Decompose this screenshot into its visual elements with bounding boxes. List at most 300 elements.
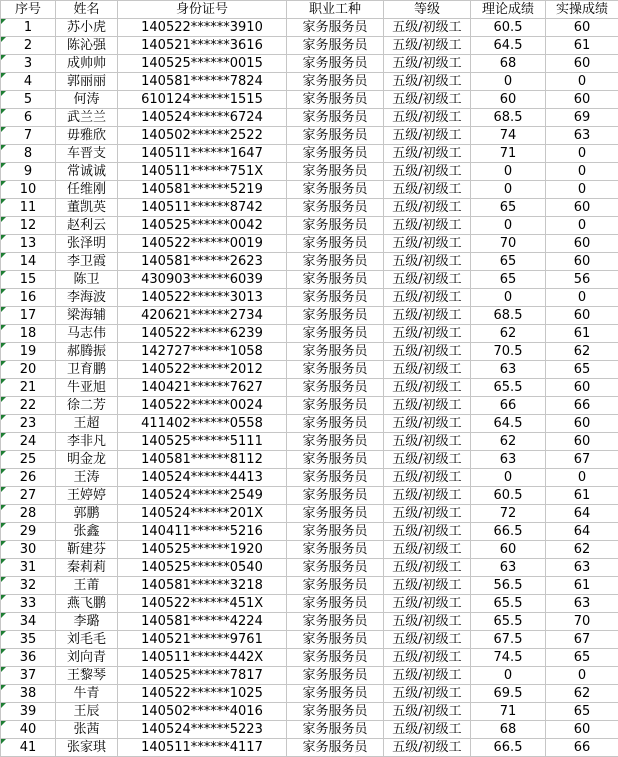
cell-id[interactable]: 140521******3616 <box>118 37 287 55</box>
cell-practical[interactable]: 0 <box>546 289 618 307</box>
cell-theory[interactable]: 69.5 <box>471 685 546 703</box>
cell-occupation[interactable]: 家务服务员 <box>287 613 384 631</box>
error-indicator-triangle <box>1 73 6 78</box>
cell-name[interactable]: 任维刚 <box>56 181 118 199</box>
cell-theory[interactable]: 67.5 <box>471 631 546 649</box>
cell-level[interactable]: 五级/初级工 <box>384 73 471 91</box>
cell-index[interactable]: 38 <box>1 685 56 703</box>
cell-occupation[interactable]: 家务服务员 <box>287 37 384 55</box>
cell-name[interactable]: 车晋支 <box>56 145 118 163</box>
cell-theory[interactable]: 63 <box>471 451 546 469</box>
cell-practical[interactable]: 60 <box>546 415 618 433</box>
cell-theory[interactable]: 60 <box>471 541 546 559</box>
cell-id[interactable]: 140525******5111 <box>118 433 287 451</box>
cell-practical[interactable]: 65 <box>546 703 618 721</box>
cell-name[interactable]: 刘毛毛 <box>56 631 118 649</box>
cell-occupation[interactable]: 家务服务员 <box>287 487 384 505</box>
cell-name[interactable]: 张家琪 <box>56 739 118 757</box>
cell-id[interactable]: 140522******0024 <box>118 397 287 415</box>
cell-occupation[interactable]: 家务服务员 <box>287 415 384 433</box>
cell-level[interactable]: 五级/初级工 <box>384 343 471 361</box>
cell-practical[interactable]: 61 <box>546 487 618 505</box>
cell-occupation[interactable]: 家务服务员 <box>287 289 384 307</box>
cell-theory[interactable]: 71 <box>471 145 546 163</box>
cell-level[interactable]: 五级/初级工 <box>384 685 471 703</box>
cell-theory[interactable]: 65 <box>471 199 546 217</box>
cell-level[interactable]: 五级/初级工 <box>384 505 471 523</box>
cell-practical[interactable]: 0 <box>546 217 618 235</box>
cell-level[interactable]: 五级/初级工 <box>384 19 471 37</box>
cell-theory[interactable]: 56.5 <box>471 577 546 595</box>
cell-index[interactable]: 32 <box>1 577 56 595</box>
cell-theory[interactable]: 60.5 <box>471 487 546 505</box>
cell-level[interactable]: 五级/初级工 <box>384 181 471 199</box>
cell-name[interactable]: 牛青 <box>56 685 118 703</box>
cell-name[interactable]: 王涛 <box>56 469 118 487</box>
cell-theory[interactable]: 65.5 <box>471 595 546 613</box>
cell-practical[interactable]: 66 <box>546 739 618 757</box>
cell-index[interactable]: 17 <box>1 307 56 325</box>
cell-practical[interactable]: 69 <box>546 109 618 127</box>
cell-occupation[interactable]: 家务服务员 <box>287 217 384 235</box>
cell-name[interactable]: 王婷婷 <box>56 487 118 505</box>
cell-practical[interactable]: 60 <box>546 55 618 73</box>
error-indicator-triangle <box>1 433 6 438</box>
cell-name[interactable]: 郭鹏 <box>56 505 118 523</box>
cell-level[interactable]: 五级/初级工 <box>384 163 471 181</box>
cell-occupation[interactable]: 家务服务员 <box>287 649 384 667</box>
cell-theory[interactable]: 64.5 <box>471 415 546 433</box>
cell-theory[interactable]: 0 <box>471 73 546 91</box>
table-row <box>1 199 618 217</box>
cell-level[interactable]: 五级/初级工 <box>384 127 471 145</box>
cell-practical[interactable]: 67 <box>546 451 618 469</box>
cell-occupation[interactable]: 家务服务员 <box>287 667 384 685</box>
cell-occupation[interactable]: 家务服务员 <box>287 451 384 469</box>
cell-occupation[interactable]: 家务服务员 <box>287 109 384 127</box>
cell-practical[interactable]: 60 <box>546 91 618 109</box>
cell-practical[interactable]: 60 <box>546 199 618 217</box>
cell-level[interactable]: 五级/初级工 <box>384 559 471 577</box>
cell-index[interactable]: 18 <box>1 325 56 343</box>
cell-practical[interactable]: 60 <box>546 253 618 271</box>
cell-theory[interactable]: 64.5 <box>471 37 546 55</box>
cell-theory[interactable]: 0 <box>471 163 546 181</box>
cell-level[interactable]: 五级/初级工 <box>384 109 471 127</box>
cell-name[interactable]: 李卫霞 <box>56 253 118 271</box>
cell-id[interactable]: 140522******1025 <box>118 685 287 703</box>
cell-index[interactable]: 34 <box>1 613 56 631</box>
cell-level[interactable]: 五级/初级工 <box>384 649 471 667</box>
cell-id[interactable]: 140522******451X <box>118 595 287 613</box>
cell-index[interactable]: 21 <box>1 379 56 397</box>
cell-name[interactable]: 李璐 <box>56 613 118 631</box>
cell-occupation[interactable]: 家务服务员 <box>287 379 384 397</box>
cell-index[interactable]: 10 <box>1 181 56 199</box>
cell-id[interactable]: 140525******0015 <box>118 55 287 73</box>
cell-index[interactable]: 33 <box>1 595 56 613</box>
cell-theory[interactable]: 74.5 <box>471 649 546 667</box>
cell-id[interactable]: 140524******201X <box>118 505 287 523</box>
cell-level[interactable]: 五级/初级工 <box>384 487 471 505</box>
cell-practical[interactable]: 64 <box>546 523 618 541</box>
cell-index[interactable]: 8 <box>1 145 56 163</box>
cell-practical[interactable]: 0 <box>546 145 618 163</box>
cell-level[interactable]: 五级/初级工 <box>384 325 471 343</box>
cell-theory[interactable]: 0 <box>471 181 546 199</box>
cell-practical[interactable]: 0 <box>546 181 618 199</box>
cell-theory[interactable]: 70 <box>471 235 546 253</box>
cell-index[interactable]: 40 <box>1 721 56 739</box>
cell-theory[interactable]: 62 <box>471 433 546 451</box>
cell-index[interactable]: 31 <box>1 559 56 577</box>
cell-theory[interactable]: 68.5 <box>471 307 546 325</box>
cell-index[interactable]: 3 <box>1 55 56 73</box>
cell-id[interactable]: 140525******7817 <box>118 667 287 685</box>
cell-practical[interactable]: 60 <box>546 235 618 253</box>
cell-practical[interactable]: 0 <box>546 73 618 91</box>
cell-practical[interactable]: 64 <box>546 505 618 523</box>
cell-theory[interactable]: 65 <box>471 271 546 289</box>
cell-id[interactable]: 140522******0019 <box>118 235 287 253</box>
cell-practical[interactable]: 65 <box>546 649 618 667</box>
cell-name[interactable]: 刘向青 <box>56 649 118 667</box>
column-header-level[interactable]: 等级 <box>384 1 471 19</box>
cell-level[interactable]: 五级/初级工 <box>384 415 471 433</box>
cell-index[interactable]: 26 <box>1 469 56 487</box>
cell-level[interactable]: 五级/初级工 <box>384 379 471 397</box>
cell-practical[interactable]: 63 <box>546 127 618 145</box>
cell-practical[interactable]: 61 <box>546 325 618 343</box>
cell-index[interactable]: 6 <box>1 109 56 127</box>
cell-practical[interactable]: 56 <box>546 271 618 289</box>
cell-id[interactable]: 140521******9761 <box>118 631 287 649</box>
cell-theory[interactable]: 0 <box>471 667 546 685</box>
cell-id[interactable]: 140511******8742 <box>118 199 287 217</box>
cell-index[interactable]: 20 <box>1 361 56 379</box>
cell-level[interactable]: 五级/初级工 <box>384 307 471 325</box>
cell-practical[interactable]: 0 <box>546 469 618 487</box>
cell-index[interactable]: 39 <box>1 703 56 721</box>
cell-name[interactable]: 王辰 <box>56 703 118 721</box>
cell-id[interactable]: 140525******1920 <box>118 541 287 559</box>
cell-index[interactable]: 12 <box>1 217 56 235</box>
cell-index[interactable]: 16 <box>1 289 56 307</box>
cell-theory[interactable]: 0 <box>471 289 546 307</box>
cell-occupation[interactable]: 家务服务员 <box>287 361 384 379</box>
cell-name[interactable]: 张茜 <box>56 721 118 739</box>
cell-level[interactable]: 五级/初级工 <box>384 199 471 217</box>
cell-name[interactable]: 张泽明 <box>56 235 118 253</box>
cell-theory[interactable]: 65.5 <box>471 379 546 397</box>
cell-name[interactable]: 靳建芬 <box>56 541 118 559</box>
cell-id[interactable]: 420621******2734 <box>118 307 287 325</box>
cell-level[interactable]: 五级/初级工 <box>384 55 471 73</box>
cell-occupation[interactable]: 家务服务员 <box>287 19 384 37</box>
cell-theory[interactable]: 63 <box>471 559 546 577</box>
cell-practical[interactable]: 61 <box>546 37 618 55</box>
cell-name[interactable]: 常诚诚 <box>56 163 118 181</box>
cell-name[interactable]: 明金龙 <box>56 451 118 469</box>
cell-theory[interactable]: 0 <box>471 217 546 235</box>
cell-id[interactable]: 430903******6039 <box>118 271 287 289</box>
cell-name[interactable]: 毋雅欣 <box>56 127 118 145</box>
cell-level[interactable]: 五级/初级工 <box>384 541 471 559</box>
cell-level[interactable]: 五级/初级工 <box>384 631 471 649</box>
cell-occupation[interactable]: 家务服务员 <box>287 181 384 199</box>
cell-id[interactable]: 140502******4016 <box>118 703 287 721</box>
cell-occupation[interactable]: 家务服务员 <box>287 55 384 73</box>
cell-id[interactable]: 140581******4224 <box>118 613 287 631</box>
cell-occupation[interactable]: 家务服务员 <box>287 433 384 451</box>
cell-level[interactable]: 五级/初级工 <box>384 145 471 163</box>
cell-id[interactable]: 142727******1058 <box>118 343 287 361</box>
cell-practical[interactable]: 62 <box>546 541 618 559</box>
cell-name[interactable]: 苏小虎 <box>56 19 118 37</box>
cell-level[interactable]: 五级/初级工 <box>384 361 471 379</box>
cell-index[interactable]: 14 <box>1 253 56 271</box>
cell-name[interactable]: 燕飞鹏 <box>56 595 118 613</box>
cell-level[interactable]: 五级/初级工 <box>384 451 471 469</box>
cell-occupation[interactable]: 家务服务员 <box>287 325 384 343</box>
cell-id[interactable]: 140581******7824 <box>118 73 287 91</box>
cell-occupation[interactable]: 家务服务员 <box>287 541 384 559</box>
cell-practical[interactable]: 60 <box>546 19 618 37</box>
table-row <box>1 307 618 325</box>
cell-theory[interactable]: 60 <box>471 91 546 109</box>
cell-id[interactable]: 140581******2623 <box>118 253 287 271</box>
cell-level[interactable]: 五级/初级工 <box>384 469 471 487</box>
cell-index[interactable]: 24 <box>1 433 56 451</box>
cell-level[interactable]: 五级/初级工 <box>384 397 471 415</box>
cell-occupation[interactable]: 家务服务员 <box>287 577 384 595</box>
cell-occupation[interactable]: 家务服务员 <box>287 703 384 721</box>
cell-level[interactable]: 五级/初级工 <box>384 613 471 631</box>
cell-occupation[interactable]: 家务服务员 <box>287 469 384 487</box>
cell-id[interactable]: 140525******0042 <box>118 217 287 235</box>
cell-name[interactable]: 梁海辅 <box>56 307 118 325</box>
cell-occupation[interactable]: 家务服务员 <box>287 91 384 109</box>
cell-level[interactable]: 五级/初级工 <box>384 235 471 253</box>
cell-theory[interactable]: 63 <box>471 361 546 379</box>
cell-index[interactable]: 5 <box>1 91 56 109</box>
cell-theory[interactable]: 68 <box>471 55 546 73</box>
cell-occupation[interactable]: 家务服务员 <box>287 595 384 613</box>
cell-theory[interactable]: 68.5 <box>471 109 546 127</box>
cell-occupation[interactable]: 家务服务员 <box>287 271 384 289</box>
cell-name[interactable]: 王超 <box>56 415 118 433</box>
cell-id[interactable]: 140524******5223 <box>118 721 287 739</box>
cell-index[interactable]: 35 <box>1 631 56 649</box>
column-header-name[interactable]: 姓名 <box>56 1 118 19</box>
cell-name[interactable]: 王黎琴 <box>56 667 118 685</box>
column-header-practical[interactable]: 实操成绩 <box>546 1 618 19</box>
cell-index[interactable]: 11 <box>1 199 56 217</box>
cell-name[interactable]: 牛亚旭 <box>56 379 118 397</box>
cell-occupation[interactable]: 家务服务员 <box>287 397 384 415</box>
cell-id[interactable]: 140502******2522 <box>118 127 287 145</box>
cell-practical[interactable]: 63 <box>546 559 618 577</box>
cell-level[interactable]: 五级/初级工 <box>384 271 471 289</box>
column-header-occupation[interactable]: 职业工种 <box>287 1 384 19</box>
cell-id[interactable]: 140524******2549 <box>118 487 287 505</box>
cell-name[interactable]: 赵利云 <box>56 217 118 235</box>
cell-id[interactable]: 140411******5216 <box>118 523 287 541</box>
cell-level[interactable]: 五级/初级工 <box>384 595 471 613</box>
error-indicator-triangle <box>1 559 6 564</box>
cell-id[interactable]: 140524******6724 <box>118 109 287 127</box>
cell-level[interactable]: 五级/初级工 <box>384 37 471 55</box>
cell-practical[interactable]: 62 <box>546 343 618 361</box>
cell-occupation[interactable]: 家务服务员 <box>287 559 384 577</box>
cell-theory[interactable]: 74 <box>471 127 546 145</box>
cell-theory[interactable]: 0 <box>471 469 546 487</box>
cell-theory[interactable]: 66.5 <box>471 523 546 541</box>
cell-practical[interactable]: 65 <box>546 361 618 379</box>
cell-index[interactable]: 41 <box>1 739 56 757</box>
cell-name[interactable]: 郭丽丽 <box>56 73 118 91</box>
cell-occupation[interactable]: 家务服务员 <box>287 73 384 91</box>
cell-id[interactable]: 610124******1515 <box>118 91 287 109</box>
cell-name[interactable]: 成帅帅 <box>56 55 118 73</box>
cell-name[interactable]: 王莆 <box>56 577 118 595</box>
cell-id[interactable]: 140522******3910 <box>118 19 287 37</box>
column-header-index[interactable]: 序号 <box>1 1 56 19</box>
cell-level[interactable]: 五级/初级工 <box>384 667 471 685</box>
cell-theory[interactable]: 66.5 <box>471 739 546 757</box>
cell-theory[interactable]: 62 <box>471 325 546 343</box>
cell-theory[interactable]: 65 <box>471 253 546 271</box>
cell-practical[interactable]: 0 <box>546 667 618 685</box>
cell-id[interactable]: 140581******3218 <box>118 577 287 595</box>
cell-level[interactable]: 五级/初级工 <box>384 253 471 271</box>
cell-id[interactable]: 140511******442X <box>118 649 287 667</box>
cell-practical[interactable]: 67 <box>546 631 618 649</box>
cell-id[interactable]: 140522******3013 <box>118 289 287 307</box>
cell-name[interactable]: 陈卫 <box>56 271 118 289</box>
cell-level[interactable]: 五级/初级工 <box>384 433 471 451</box>
cell-theory[interactable]: 66 <box>471 397 546 415</box>
cell-name[interactable]: 何涛 <box>56 91 118 109</box>
cell-name[interactable]: 李海波 <box>56 289 118 307</box>
cell-practical[interactable]: 0 <box>546 163 618 181</box>
cell-id[interactable]: 140581******5219 <box>118 181 287 199</box>
cell-occupation[interactable]: 家务服务员 <box>287 145 384 163</box>
cell-index[interactable]: 23 <box>1 415 56 433</box>
cell-id[interactable]: 140511******751X <box>118 163 287 181</box>
cell-name[interactable]: 李非凡 <box>56 433 118 451</box>
cell-theory[interactable]: 65.5 <box>471 613 546 631</box>
cell-name[interactable]: 武兰兰 <box>56 109 118 127</box>
cell-occupation[interactable]: 家务服务员 <box>287 739 384 757</box>
cell-name[interactable]: 徐二芳 <box>56 397 118 415</box>
cell-theory[interactable]: 68 <box>471 721 546 739</box>
cell-practical[interactable]: 60 <box>546 379 618 397</box>
cell-occupation[interactable]: 家务服务员 <box>287 631 384 649</box>
cell-occupation[interactable]: 家务服务员 <box>287 127 384 145</box>
cell-name[interactable]: 张鑫 <box>56 523 118 541</box>
cell-occupation[interactable]: 家务服务员 <box>287 163 384 181</box>
cell-occupation[interactable]: 家务服务员 <box>287 307 384 325</box>
cell-name[interactable]: 秦莉莉 <box>56 559 118 577</box>
cell-occupation[interactable]: 家务服务员 <box>287 235 384 253</box>
cell-practical[interactable]: 60 <box>546 307 618 325</box>
cell-name[interactable]: 郝腾振 <box>56 343 118 361</box>
cell-occupation[interactable]: 家务服务员 <box>287 253 384 271</box>
cell-theory[interactable]: 71 <box>471 703 546 721</box>
cell-index[interactable]: 13 <box>1 235 56 253</box>
table-row <box>1 469 618 487</box>
cell-occupation[interactable]: 家务服务员 <box>287 685 384 703</box>
cell-id[interactable]: 140511******1647 <box>118 145 287 163</box>
cell-practical[interactable]: 61 <box>546 577 618 595</box>
cell-index[interactable]: 1 <box>1 19 56 37</box>
cell-name[interactable]: 卫育鹏 <box>56 361 118 379</box>
cell-index[interactable]: 15 <box>1 271 56 289</box>
cell-index[interactable]: 30 <box>1 541 56 559</box>
cell-index[interactable]: 36 <box>1 649 56 667</box>
cell-occupation[interactable]: 家务服务员 <box>287 199 384 217</box>
column-header-id[interactable]: 身份证号 <box>118 1 287 19</box>
cell-occupation[interactable]: 家务服务员 <box>287 523 384 541</box>
cell-occupation[interactable]: 家务服务员 <box>287 505 384 523</box>
cell-index[interactable]: 27 <box>1 487 56 505</box>
cell-occupation[interactable]: 家务服务员 <box>287 721 384 739</box>
cell-level[interactable]: 五级/初级工 <box>384 721 471 739</box>
cell-theory[interactable]: 60.5 <box>471 19 546 37</box>
cell-level[interactable]: 五级/初级工 <box>384 523 471 541</box>
cell-id[interactable]: 140511******4117 <box>118 739 287 757</box>
cell-practical[interactable]: 70 <box>546 613 618 631</box>
cell-id[interactable]: 140525******0540 <box>118 559 287 577</box>
cell-theory[interactable]: 72 <box>471 505 546 523</box>
cell-id[interactable]: 411402******0558 <box>118 415 287 433</box>
cell-index[interactable]: 22 <box>1 397 56 415</box>
cell-name[interactable]: 陈沁强 <box>56 37 118 55</box>
cell-level[interactable]: 五级/初级工 <box>384 739 471 757</box>
cell-id[interactable]: 140524******4413 <box>118 469 287 487</box>
cell-level[interactable]: 五级/初级工 <box>384 289 471 307</box>
cell-index[interactable]: 19 <box>1 343 56 361</box>
cell-practical[interactable]: 60 <box>546 433 618 451</box>
cell-id[interactable]: 140522******6239 <box>118 325 287 343</box>
cell-theory[interactable]: 70.5 <box>471 343 546 361</box>
cell-index[interactable]: 4 <box>1 73 56 91</box>
cell-index[interactable]: 7 <box>1 127 56 145</box>
cell-practical[interactable]: 66 <box>546 397 618 415</box>
cell-level[interactable]: 五级/初级工 <box>384 91 471 109</box>
cell-id[interactable]: 140581******8112 <box>118 451 287 469</box>
cell-level[interactable]: 五级/初级工 <box>384 703 471 721</box>
cell-index[interactable]: 37 <box>1 667 56 685</box>
cell-index[interactable]: 25 <box>1 451 56 469</box>
cell-index[interactable]: 9 <box>1 163 56 181</box>
cell-name[interactable]: 马志伟 <box>56 325 118 343</box>
cell-index[interactable]: 28 <box>1 505 56 523</box>
cell-practical[interactable]: 60 <box>546 721 618 739</box>
column-header-theory[interactable]: 理论成绩 <box>471 1 546 19</box>
cell-level[interactable]: 五级/初级工 <box>384 577 471 595</box>
cell-id[interactable]: 140421******7627 <box>118 379 287 397</box>
cell-index[interactable]: 2 <box>1 37 56 55</box>
cell-id[interactable]: 140522******2012 <box>118 361 287 379</box>
cell-practical[interactable]: 63 <box>546 595 618 613</box>
cell-name[interactable]: 董凯英 <box>56 199 118 217</box>
cell-occupation[interactable]: 家务服务员 <box>287 343 384 361</box>
cell-index[interactable]: 29 <box>1 523 56 541</box>
cell-practical[interactable]: 62 <box>546 685 618 703</box>
cell-level[interactable]: 五级/初级工 <box>384 217 471 235</box>
